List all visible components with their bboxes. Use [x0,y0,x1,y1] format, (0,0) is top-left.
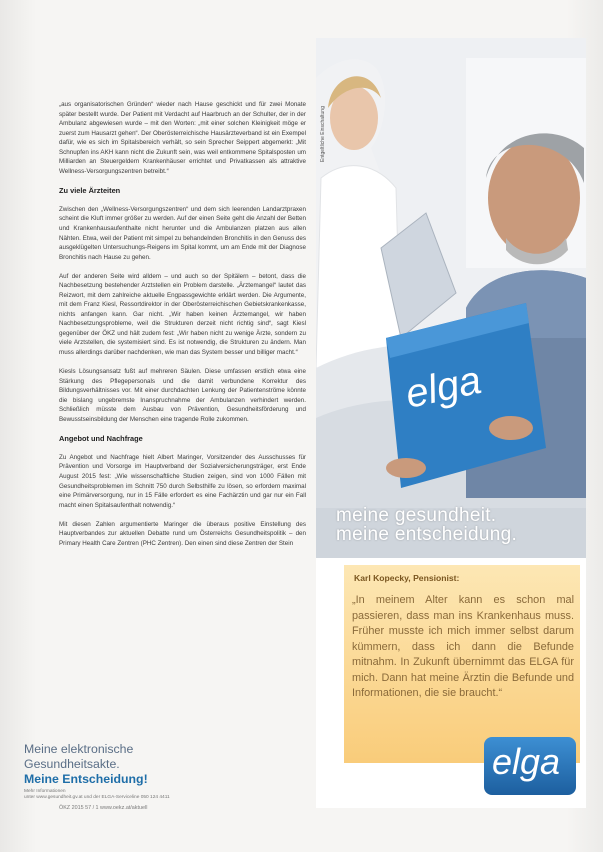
brand-tagline-line3: Meine Entscheidung! [24,772,148,786]
article-paragraph: Kiesls Lösungsansatz fußt auf mehreren Säulen. Diese umfassen erstlich etwa eine Stärkung des Pflegepersonals und die damit verbundene Korrektur des Bildungsverhältnisses vor. Mit einer durchdachten Lenkung der Patientenströme könnte die bislang ungebremste Inanspruchnahme der Ambulanzen verhindert werden. Schließlich müsste dem Ausbau von Prävention, Gesundheitsförderung und Bewusstseinsbildung der Menschen eine tragende Rolle zukommen. [59,368,306,423]
article-paragraph: Zwischen den „Wellness-Versorgungszentren“ und dem sich leerenden Landarztpraxen scheint die Kluft immer größer zu werden. Auf der einen Seite geht die Anzahl der Betten und Krankenhausaufenthalte nicht herunter und die Ambulanzen platzen aus allen Nähten. Etwa, weil der Patient mit simpel zu behandelnden Bronchitis in den Genuss des ausgeklügelten Untersuchungs-Reigens im Spital kommt, um am Ende mit der Diagnose Bronchitis nach Hause zu gehen. [59,205,306,261]
page-footer: ÖKZ 2015 57 / 1 www.oekz.at/aktuell [59,805,148,811]
section-heading: Angebot und Nachfrage [59,433,143,443]
svg-text:elga: elga [401,358,485,417]
brand-tagline-line1: Meine elektronische [24,742,134,756]
slogan-line: meine gesundheit. [336,505,497,526]
ad-photo-illustration [316,38,586,558]
ad-info-line: unter www.gesundheit.gv.at und der ELGA-Serviceline 050 124 4411 [24,795,170,800]
article-paragraph: Zu Angebot und Nachfrage hielt Albert Maringer, Vorsitzender des Ausschusses für Prävention und Vorsorge im Hauptverband der Sozialversicherungsträger, erst Ende August 2015 fest: „Wie wissenschaftliche Studien zeigen, sind von 1000 Fällen mit Gesundheitsproblemen im Schnitt 750 durch Selbsthilfe zu lösen, so erfordern maximal eine Primärversorgung, nur in 15 Fälle erfordert es eine Fachärztin und gar nur ein Fall macht einen Spitalsaufenthalt notwendig.“ [59,453,306,509]
article-paragraph: „aus organisatorischen Gründen“ wieder nach Hause geschickt und für zwei Monate später bestellt wurde. Der Patient mit Verdacht auf Haarbruch an der Schulter, der in der Ambulanz abgewiesen wurde – mit den Worten: „mit einer solchen Kleinigkeit möge er zuerst zum Hausarzt gehen“. Der Oberösterreichische Hausärzteverband ist ein Exempel dafür, wie es sich im Spitalsbereich verhält, so sein Sprecher Seippert abgemerkt: „Mit Schnupfen ins AKH kann nicht die Zukunft sein, was weil entkommene Spitalsposten um Milliarden an Steuergeldern Krankenhäuser errichtet und Privatkassen als attraktive Wellness-Versorgungszentren betreibt.“ [59,101,306,175]
ad-info-line: Mehr Informationen [24,789,66,794]
slogan-line: meine entscheidung. [336,524,518,545]
testimonial-box [344,565,580,763]
elga-advertisement [316,38,586,808]
testimonial-text: „In meinem Alter kann es schon mal passieren, dass man ins Krankenhaus muss. Früher musste ich mich immer selbst darum kümmern, dass ich dann die Befunde mitnahm. In Zukunft übernimmt das ELGA für mich. Dann hat meine Ärztin die Befunde und Informationen, die sie braucht.“ [352,594,574,699]
ad-slogan [336,506,586,544]
testimonial-author: Karl Kopecky, Pensionist: [354,573,460,583]
ad-disclosure-label: Entgeltliche Einschaltung [320,106,326,162]
ad-photo [316,38,586,558]
section-heading: Zu viele Ärzteiten [59,185,121,195]
brand-tagline-line2: Gesundheitsakte. [24,757,120,771]
article-column [59,100,306,558]
article-paragraph: Mit diesen Zahlen argumentierte Maringer die überaus positive Einstellung des Hauptverbandes zur aktuellen Debatte rund um Österreichs Gesundheitspolitik – den Primary Health Care Zentren (PHC Zentren). Den einen sind diese Zentren der Stein [59,520,306,547]
elga-logo-text: elga [492,741,561,782]
elga-logo [484,737,576,795]
article-paragraph: Auf der anderen Seite wird alldem – und auch so der Spitälern – betont, dass die Nachbesetzung bestehender Arztstellen ein Problem darstelle. „Ärztemangel“ lautet das Reizwort, mit dem zahlreiche aktuelle Engpassgewichte erklärt werden. Die Argumente, mit dem Franz Kiesl, Ressortdirektor in der Oberösterreichischen Gebietskrankenkasse, nichts anfangen kann. Gar nicht. „Wir haben keinen Ärztemangel, wir haben Nachbesetzungsprobleme, weil die Strukturen derzeit nicht richtig sind“, sagt Kiesl gegenüber der ÖKZ und hält zudem fest: „Wir haben nicht zu wenige Ärzte, sondern zu viele Arztstellen, die systemisiert sind. Es ist notwendig, die Strukturen zu ändern. Man muss allerdings darüber nachdenken, wie man das System besser und billiger macht.“ [59,272,306,357]
